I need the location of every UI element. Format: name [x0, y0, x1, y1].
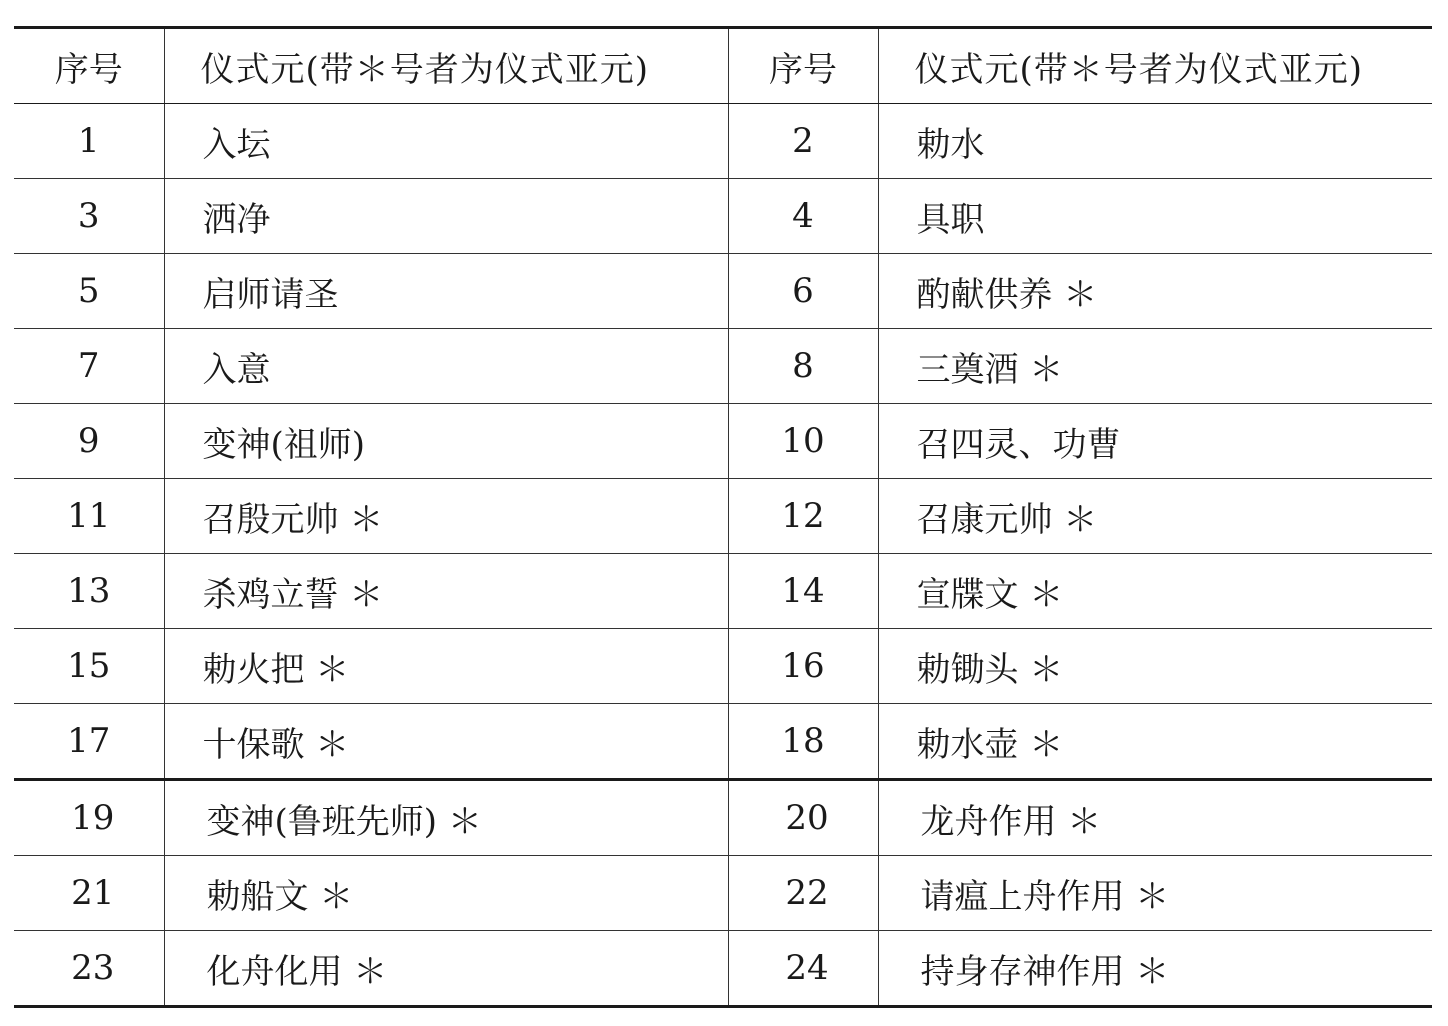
- element-cell: 请瘟上舟作用 ＊: [878, 856, 1432, 931]
- element-cell: 勅船文 ＊: [164, 856, 728, 931]
- element-cell: 勅水壶 ＊: [878, 704, 1432, 780]
- seq-cell: 23: [14, 931, 164, 1007]
- element-cell: 三奠酒 ＊: [878, 329, 1432, 404]
- seq-cell: 16: [728, 629, 878, 704]
- seq-cell: 11: [14, 479, 164, 554]
- table-row: [14, 704, 1432, 780]
- seq-cell: 4: [728, 179, 878, 254]
- ritual-elements-table: [14, 26, 1432, 1008]
- element-cell: 勅锄头 ＊: [878, 629, 1432, 704]
- element-cell: 召四灵、功曹: [878, 404, 1432, 479]
- seq-cell: 8: [728, 329, 878, 404]
- seq-cell: 1: [14, 104, 164, 179]
- element-cell: 酌献供养 ＊: [878, 254, 1432, 329]
- element-cell: 勅水: [878, 104, 1432, 179]
- seq-cell: 5: [14, 254, 164, 329]
- seq-cell: 20: [728, 780, 878, 856]
- seq-cell: 13: [14, 554, 164, 629]
- element-cell: 入坛: [164, 104, 728, 179]
- seq-cell: 7: [14, 329, 164, 404]
- table-row: [14, 329, 1432, 404]
- element-cell: 召康元帅 ＊: [878, 479, 1432, 554]
- element-cell: 变神(祖师): [164, 404, 728, 479]
- seq-cell: 3: [14, 179, 164, 254]
- seq-cell: 21: [14, 856, 164, 931]
- table-row: [14, 179, 1432, 254]
- element-cell: 启师请圣: [164, 254, 728, 329]
- seq-cell: 12: [728, 479, 878, 554]
- element-cell: 召殷元帅 ＊: [164, 479, 728, 554]
- seq-cell: 18: [728, 704, 878, 780]
- header-seq-left: 序号: [14, 28, 164, 104]
- table-row: [14, 404, 1432, 479]
- seq-cell: 15: [14, 629, 164, 704]
- element-cell: 宣牒文 ＊: [878, 554, 1432, 629]
- seq-cell: 6: [728, 254, 878, 329]
- element-cell: 具职: [878, 179, 1432, 254]
- table-row: [14, 629, 1432, 704]
- seq-cell: 22: [728, 856, 878, 931]
- element-cell: 十保歌 ＊: [164, 704, 728, 780]
- header-element-right: 仪式元(带＊号者为仪式亚元): [878, 28, 1432, 104]
- seq-cell: 9: [14, 404, 164, 479]
- table-row: [14, 554, 1432, 629]
- table-row: [14, 856, 1432, 931]
- seq-cell: 19: [14, 780, 164, 856]
- header-seq-right: 序号: [728, 28, 878, 104]
- table-row: [14, 104, 1432, 179]
- element-cell: 龙舟作用 ＊: [878, 780, 1432, 856]
- table-row: [14, 931, 1432, 1007]
- element-cell: 持身存神作用 ＊: [878, 931, 1432, 1007]
- table-row: [14, 479, 1432, 554]
- seq-cell: 17: [14, 704, 164, 780]
- seq-cell: 2: [728, 104, 878, 179]
- element-cell: 杀鸡立誓 ＊: [164, 554, 728, 629]
- table-row: [14, 254, 1432, 329]
- seq-cell: 10: [728, 404, 878, 479]
- element-cell: 变神(鲁班先师) ＊: [164, 780, 728, 856]
- header-element-left: 仪式元(带＊号者为仪式亚元): [164, 28, 728, 104]
- element-cell: 洒净: [164, 179, 728, 254]
- seq-cell: 14: [728, 554, 878, 629]
- element-cell: 勅火把 ＊: [164, 629, 728, 704]
- seq-cell: 24: [728, 931, 878, 1007]
- table-row: [14, 780, 1432, 856]
- element-cell: 入意: [164, 329, 728, 404]
- element-cell: 化舟化用 ＊: [164, 931, 728, 1007]
- table-header-row: [14, 28, 1432, 104]
